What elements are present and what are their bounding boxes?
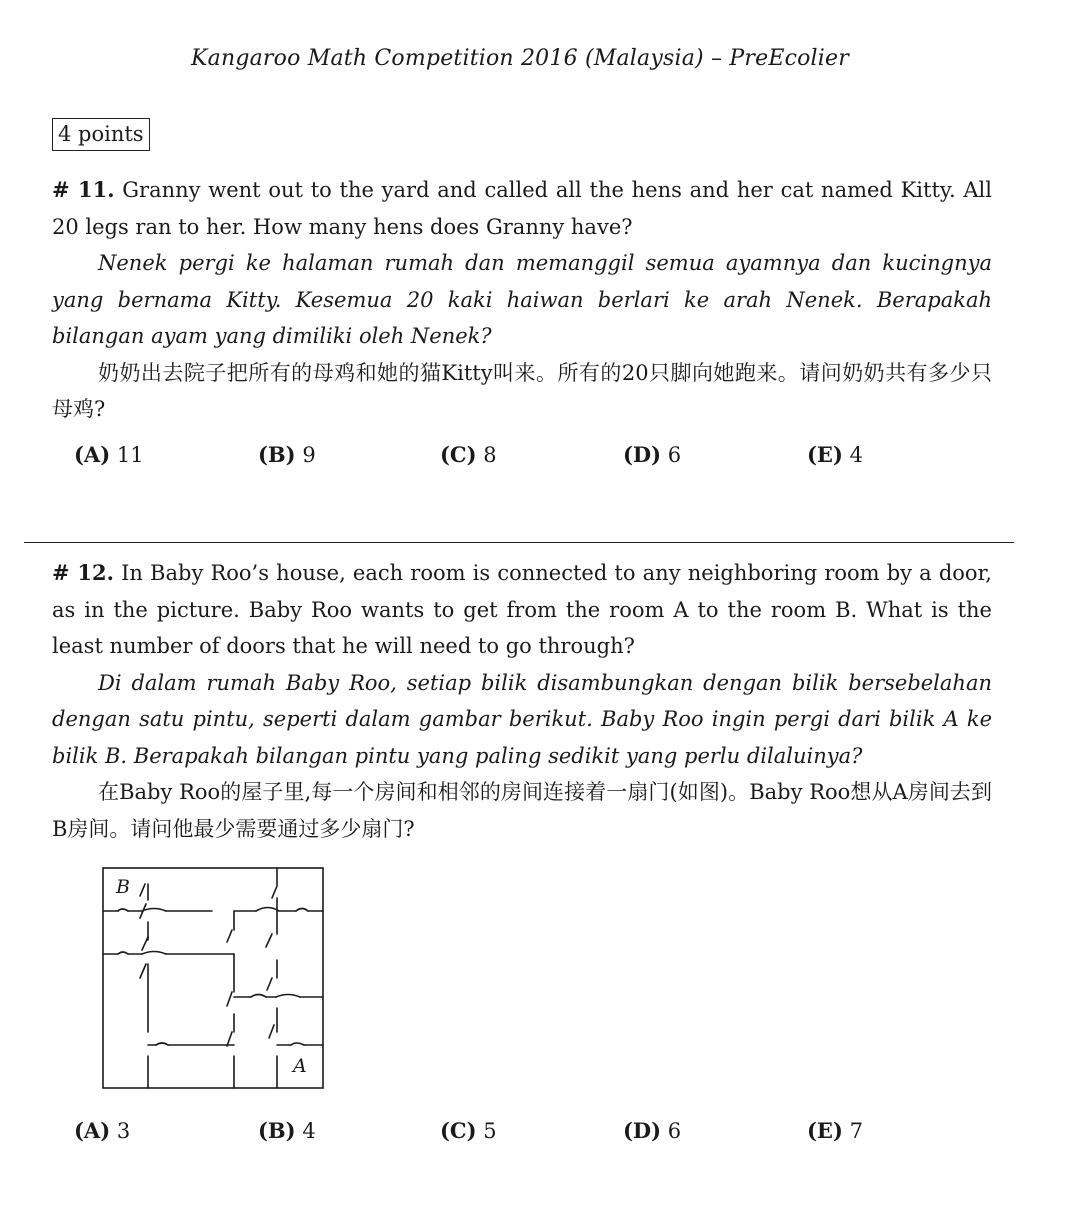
q11-choice-a[interactable]: (A) 11 — [74, 442, 144, 467]
q12-choice-d[interactable]: (D) 6 — [623, 1118, 682, 1143]
q11-choice-c[interactable]: (C) 8 — [440, 442, 497, 467]
q12-english — [52, 555, 992, 665]
page-header: Kangaroo Math Competition 2016 (Malaysia) – PreEcolier — [191, 46, 849, 71]
question-12 — [52, 555, 992, 847]
q12-choice-b[interactable]: (B) 4 — [258, 1118, 316, 1143]
q11-chinese: 奶奶出去院子把所有的母鸡和她的猫Kitty叫来。所有的20只脚向她跑来。请问奶奶共有多少只母鸡? — [52, 360, 992, 421]
doors-row-top — [256, 908, 308, 998]
points-label: 4 points — [52, 118, 150, 151]
q11-choice-d[interactable]: (D) 6 — [623, 442, 682, 467]
q12-chinese: 在Baby Roo的屋子里,每一个房间和相邻的房间连接着一扇门(如图)。Baby Roo想从A房间去到B房间。请问他最少需要通过多少扇门? — [52, 780, 992, 841]
q11-number: # 11. — [52, 177, 115, 202]
q11-choices — [74, 442, 974, 474]
q12-malay: Di dalam rumah Baby Roo, setiap bilik disambungkan dengan bilik bersebelahan dengan satu pintu, seperti dalam gambar berikut. Baby Roo ingin pergi dari bilik A ke bilik B. Berapakah bilangan pintu yang paling sedikit yang perlu dilaluinya? — [52, 670, 992, 768]
q12-choice-c[interactable]: (C) 5 — [440, 1118, 497, 1143]
q11-choice-b[interactable]: (B) 9 — [258, 442, 316, 467]
section-divider — [24, 542, 1014, 543]
doors-col-1 — [140, 884, 148, 978]
q12-choice-a[interactable]: (A) 3 — [74, 1118, 131, 1143]
q11-english-text: Granny went out to the yard and called all the hens and her cat named Kitty. All 20 legs ran to her. How many hens does Granny have? — [52, 178, 992, 239]
question-11 — [52, 172, 992, 428]
room-label-b: B — [116, 876, 130, 898]
doors-col-2 — [227, 930, 232, 1046]
house-outline — [103, 868, 323, 1088]
q12-english-text: In Baby Roo’s house, each room is connected to any neighboring room by a door, as in the picture. Baby Roo wants to get from the room A to the room B. What is the least number of doors that he will need to go through? — [52, 561, 992, 658]
q11-malay: Nenek pergi ke halaman rumah dan memanggil semua ayamnya dan kucingnya yang bernama Kitty. Kesemua 20 kaki haiwan berlari ke arah Nenek. Berapakah bilangan ayam yang dimiliki oleh Nenek? — [52, 251, 992, 348]
q11-choice-e[interactable]: (E) 4 — [807, 442, 863, 467]
q11-english — [52, 172, 992, 245]
q12-choices — [74, 1118, 974, 1150]
room-plan-figure — [96, 860, 332, 1096]
q12-choice-e[interactable]: (E) 7 — [807, 1118, 863, 1143]
q12-number: # 12. — [52, 560, 114, 585]
room-label-a: A — [293, 1055, 307, 1077]
